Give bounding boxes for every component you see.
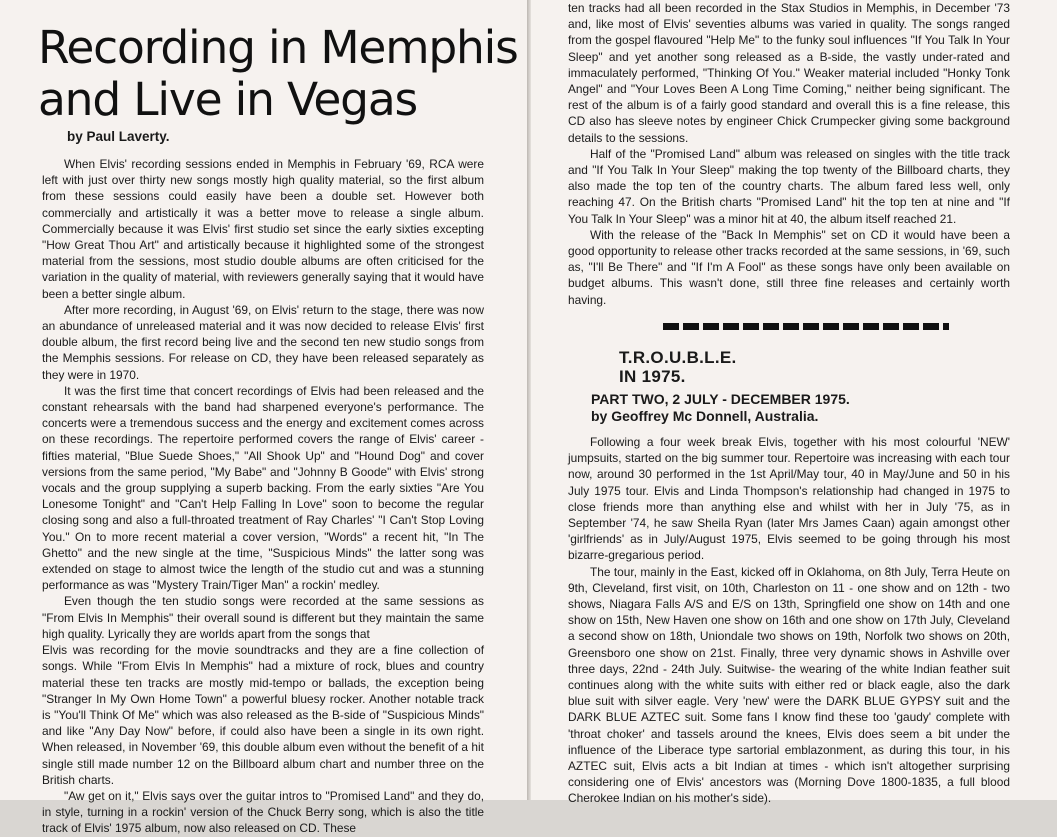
section-divider: [663, 323, 949, 330]
title-line: Recording in Memphis: [38, 21, 518, 74]
section-title-line: IN 1975.: [619, 367, 686, 386]
article-paragraph: With the release of the "Back In Memphis" set on CD it would have been a good opportunity to release other tracks recorded at the same sessions, in '69, such as, "I'll Be There" and "If I'm A Fool" as these songs have only been available on budget albums. This wasn't done, still three fine releases and certainly worth having.: [568, 227, 1010, 307]
article-paragraph: Even though the ten studio songs were recorded at the same sessions as "From Elvis In Memphis" their overall sound is different but they maintain the same high quality. Lyrically they are worlds apart from the songs that: [42, 594, 484, 641]
article-byline: by Paul Laverty.: [67, 129, 170, 144]
section-title: [619, 348, 737, 386]
article-paragraph: After more recording, in August '69, on Elvis' return to the stage, there was now an abundance of unreleased material and it was now decided to release Elvis' first double album, the first record being live and the second ten new studio songs from the Memphis sessions. For release on CD, they have been released separately as they were in 1970.: [42, 302, 484, 382]
right-article-column-continued: [568, 0, 1010, 308]
article-paragraph: It was the first time that concert recordings of Elvis had been released and the constant rehearsals with the band had sharpened everyone's performance. The concerts were a tremendous success and the energy and excitement comes across on these recordings. The repertoire performed covers the range of Elvis' career - fifties material, "Blue Suede Shoes," "All Shook Up" and "Hound Dog" and cover versions from the same period, "My Babe" and "Johnny B Goode" with Elvis' strong vocals and the group supplying a superb backing. From the early sixties "Are You Lonesome Tonight" and "Can't Help Falling In Love" soon to become the regular closing song and also a full-throated treatment of Ray Charles' "I Can't Stop Loving You." On to more recent material a cover version, "Words" a recent hit, "In The Ghetto" and the new single at the time, "Suspicious Minds" the latter song was extended on stage to almost twice the length of the studio cut and was a stunning performance as was "Mystery Train/Tiger Man" a rockin' medley.: [42, 383, 484, 593]
left-article-column: [42, 156, 484, 837]
article-paragraph: "Aw get on it," Elvis says over the guitar intros to "Promised Land" and they do, in style, turning in a rockin' version of the Chuck Berry song, which is also the title track of Elvis' 1975 album, now also released on CD. These: [42, 788, 484, 836]
part-label: PART TWO, 2 JULY - DECEMBER 1975.: [591, 391, 850, 407]
article-paragraph: Following a four week break Elvis, together with his most colourful 'NEW' jumpsuits, started on the big summer tour. Repertoire was increasing with each tour now, around 30 performed in the 1st April/May tour, 40 in May/June and 50 in his July 1975 tour. Elvis and Linda Thompson's relationship had changed in 1975 to close friends more than anything else and whilst with her in July '75, as in September '74, he saw Sheila Ryan (later Mrs James Caan) again amongst other 'girlfriends' as in July/August 1975, Elvis seemed to be going through his most bizarre-gregarious period.: [568, 435, 1010, 563]
section-subtitle: [591, 391, 850, 425]
article-title: [38, 21, 518, 126]
section-byline: by Geoffrey Mc Donnell, Australia.: [591, 408, 819, 424]
right-section-column: [568, 434, 1010, 807]
article-paragraph: The tour, mainly in the East, kicked off in Oklahoma, on 8th July, Terra Heute on 9th, Cleveland, first visit, on 10th, Charleston on 11 - one show and on 12th - two shows, Niagara Falls A/S and E/S on 13th, Springfield one show on 14th and one show on 15th, New Haven one show on 16th and one show on 17th July, Cleveland a second show on 18th, Uniondale two shows on 19th, Norfolk two shows on 20th, Greensboro one show on 21st. Finally, three very dynamic shows in Ashville over three days, 22nd - 24th July. Suitwise- the wearing of the white Indian feather suit continues along with the white suits with either red or black eagle, also the dark blue suit with silver eagle. Very 'new' were the DARK BLUE GYPSY suit and the DARK BLUE AZTEC suit. Some fans I know find these too 'gaudy' complete with 'throat choker' and tassels around the knees, Elvis does seem a bit under the influence of the Liberace type sartorial emblazonment, as during this tour, in his AZTEC suit, Elvis acts a bit Indian at times - which isn't altogether surprising considering one of Elvis' ancestors was (Morning Dove 1800-1835, a full blood Cherokee Indian on his mother's side).: [568, 564, 1010, 806]
article-paragraph: Elvis was recording for the movie soundtracks and they are a fine collection of songs. While "From Elvis In Memphis" had a mixture of rock, blues and country material these ten tracks are mostly mid-tempo or ballads, the exception being "Stranger In My Own Home Town" a powerful bluesy rocker. Another notable track is "You'll Think Of Me" which was also released as the B-side of "Suspicious Minds" and like "Any Day Now" before, if could also have been a single in its own right. When released, in November '69, this double album even without the benefit of a hit single still made number 12 on the Billboard album chart and number three on the British charts.: [42, 643, 484, 787]
section-title-line: T.R.O.U.B.L.E.: [619, 348, 737, 367]
article-paragraph: When Elvis' recording sessions ended in Memphis in February '69, RCA were left with just over thirty new songs mostly high quality material, so the first album from these sessions could easily have been a double set. However both commercially and artistically it was a better move to release a single album. Commercially because it was Elvis' first studio set since the early sixties excepting "How Great Thou Art" and artistically because it highlighted some of the strongest material from the sessions, most studio double albums are often criticised for the variation in the quality of material, with reviewers generally saying that it would have been a better single album.: [42, 157, 484, 301]
title-line: and Live in Vegas: [38, 73, 418, 126]
article-paragraph: ten tracks had all been recorded in the Stax Studios in Memphis, in December '73 and, like most of Elvis' seventies albums was varied in quality. The songs ranged from the gospel flavoured "Help Me" to the funky soul influences "If You Talk In Your Sleep" and yet another song released as a B-side, the vastly under-rated and immaculately performed, "Thinking Of You." Weaker material included "Honky Tonk Angel" and "Your Loves Been A Long Time Coming," neither being significant. The rest of the album is of a fairly good standard and overall this is a fine release, this CD also has sleeve notes by engineer Chick Crumpecker giving some background details to the sessions.: [568, 1, 1010, 145]
article-paragraph: Half of the "Promised Land" album was released on singles with the title track and "If You Talk In Your Sleep" making the top twenty of the Billboard charts, they also made the top ten of the country charts. The album fared less well, only reaching 47. On the British charts "Promised Land" hit the top ten at nine and "If You Talk In Your Sleep" was a minor hit at 40, the album itself reached 21.: [568, 146, 1010, 226]
